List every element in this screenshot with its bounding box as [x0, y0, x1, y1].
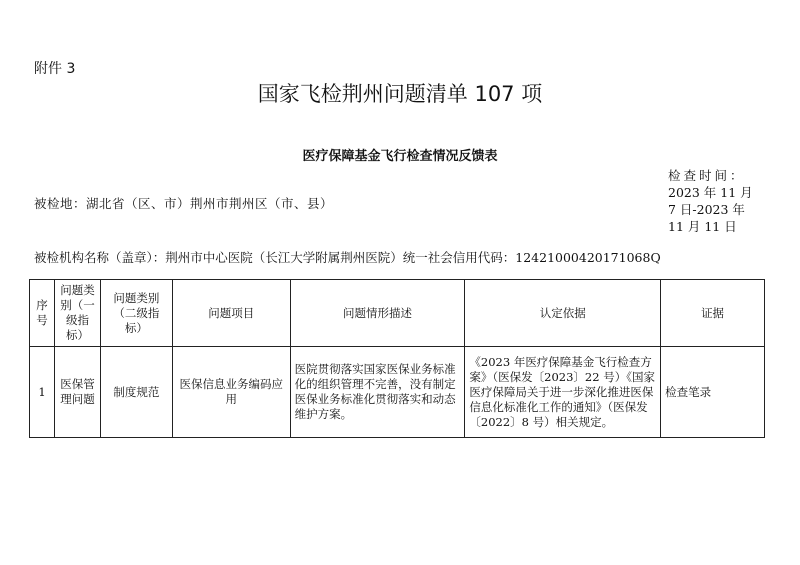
cell-category-level1: 医保管理问题: [54, 347, 100, 438]
page-title: 国家飞检荆州问题清单 107 项: [257, 82, 543, 106]
cell-category-level2: 制度规范: [100, 347, 172, 438]
header-issue-description: 问题情形描述: [290, 280, 465, 347]
cell-basis: 《2023 年医疗保障基金飞行检查方案》（医保发〔2023〕22 号）《国家医疗保障局关于进一步深化推进医保信息化标准化工作的通知》（医保发〔2022〕8 号）相关规定。: [465, 347, 661, 438]
feedback-table: [29, 279, 765, 438]
inspection-time-block: [668, 167, 760, 235]
header-seq: 序号: [30, 280, 55, 347]
cell-evidence: 检查笔录: [661, 347, 765, 438]
cell-seq: 1: [30, 347, 55, 438]
inspection-time-line1: 2023 年 11 月: [668, 185, 753, 200]
inspection-time-line3: 11 月 11 日: [668, 219, 737, 234]
inspection-time-line2: 7 日-2023 年: [668, 202, 745, 217]
header-basis: 认定依据: [465, 280, 661, 347]
header-evidence: 证据: [661, 280, 765, 347]
inspected-area: 被检地：湖北省（区、市）荆州市荆州区（市、县）: [34, 196, 334, 211]
inspected-organization: 被检机构名称（盖章）：荆州市中心医院（长江大学附属荆州医院）统一社会信用代码：12421000420171068Q: [34, 250, 661, 265]
attachment-label: 附件 3: [34, 61, 76, 77]
form-subtitle: 医疗保障基金飞行检查情况反馈表: [302, 149, 498, 164]
header-issue-item: 问题项目: [172, 280, 290, 347]
cell-issue-item: 医保信息业务编码应用: [172, 347, 290, 438]
cell-issue-description: 医院贯彻落实国家医保业务标准化的组织管理不完善，没有制定医保业务标准化贯彻落实和动态维护方案。: [290, 347, 465, 438]
header-category-level2: 问题类别（二级指标）: [100, 280, 172, 347]
table-header-row: [30, 280, 765, 347]
inspection-time-label: 检查时间：: [668, 168, 746, 183]
header-category-level1: 问题类别（一级指标）: [54, 280, 100, 347]
table-row: [30, 347, 765, 438]
